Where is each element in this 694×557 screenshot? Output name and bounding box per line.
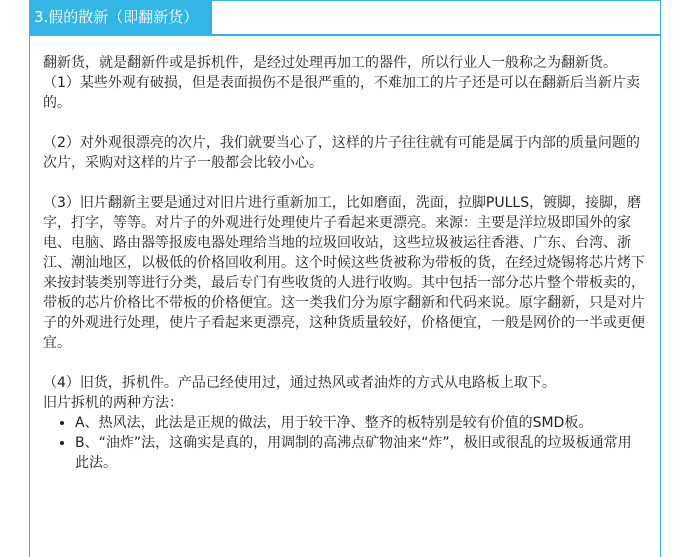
method-hot-air: • A、热风法，此法是正规的做法，用于较干净、整齐的板特别是较有价值的SMD板。 — [75, 413, 645, 433]
title-divider — [30, 34, 660, 36]
spacer — [43, 173, 645, 193]
point-2-paragraph: （2）对外观很漂亮的次片，我们就要当心了，这样的片子往往就有可能是属于内部的质量问题的次片，采购对这样的片子一般都会比较小心。 — [43, 135, 640, 171]
methods-list — [43, 413, 645, 473]
article-panel — [29, 0, 661, 557]
point-3-paragraph: （3）旧片翻新主要是通过对旧片进行重新加工，比如磨面，洗面，拉脚PULLS，镀脚，接脚，磨字，打字，等等。对片子的外观进行处理使片子看起来更漂亮。来源：主要是洋垃圾即国外的家电、电脑、路由器等报废电器处理给当地的垃圾回收站，这些垃圾被运往香港、广东、台湾、浙江、潮汕地区，以极低的价格回收利用。这个时候这些货被称为带板的货，在经过烧锡将芯片烤下来按封装类别等进行分类，最后专门有些收货的人进行收购。其中包括一部分芯片整个带板卖的，带板的芯片价格比不带板的价格便宜。这一类我们分为原字翻新和代码来说。原字翻新，只是对片子的外观进行处理，使片子看起来更漂亮，这种货质量较好，价格便宜，一般是网价的一半或更便宜。 — [43, 195, 645, 351]
section-title: 3.假的散新（即翻新货） — [30, 1, 212, 34]
spacer — [43, 353, 645, 373]
point-4-paragraph: （4）旧货，拆机件。产品已经使用过，通过热风或者油炸的方式从电路板上取下。 — [43, 375, 556, 391]
intro-paragraph: 翻新货，就是翻新件或是拆机件，是经过处理再加工的器件，所以行业人一般称之为翻新货。 — [43, 55, 617, 71]
methods-heading: 旧片拆机的两种方法： — [43, 395, 183, 411]
method-oil-fry: • B、“油炸”法，这确实是真的，用调制的高沸点矿物油来“炸”，极旧或很乱的垃圾板通常用此法。 — [75, 433, 645, 473]
article-body — [43, 53, 645, 473]
point-1-paragraph: （1）某些外观有破损，但是表面损伤不是很严重的，不难加工的片子还是可以在翻新后当新片卖的。 — [43, 75, 640, 111]
spacer — [43, 113, 645, 133]
